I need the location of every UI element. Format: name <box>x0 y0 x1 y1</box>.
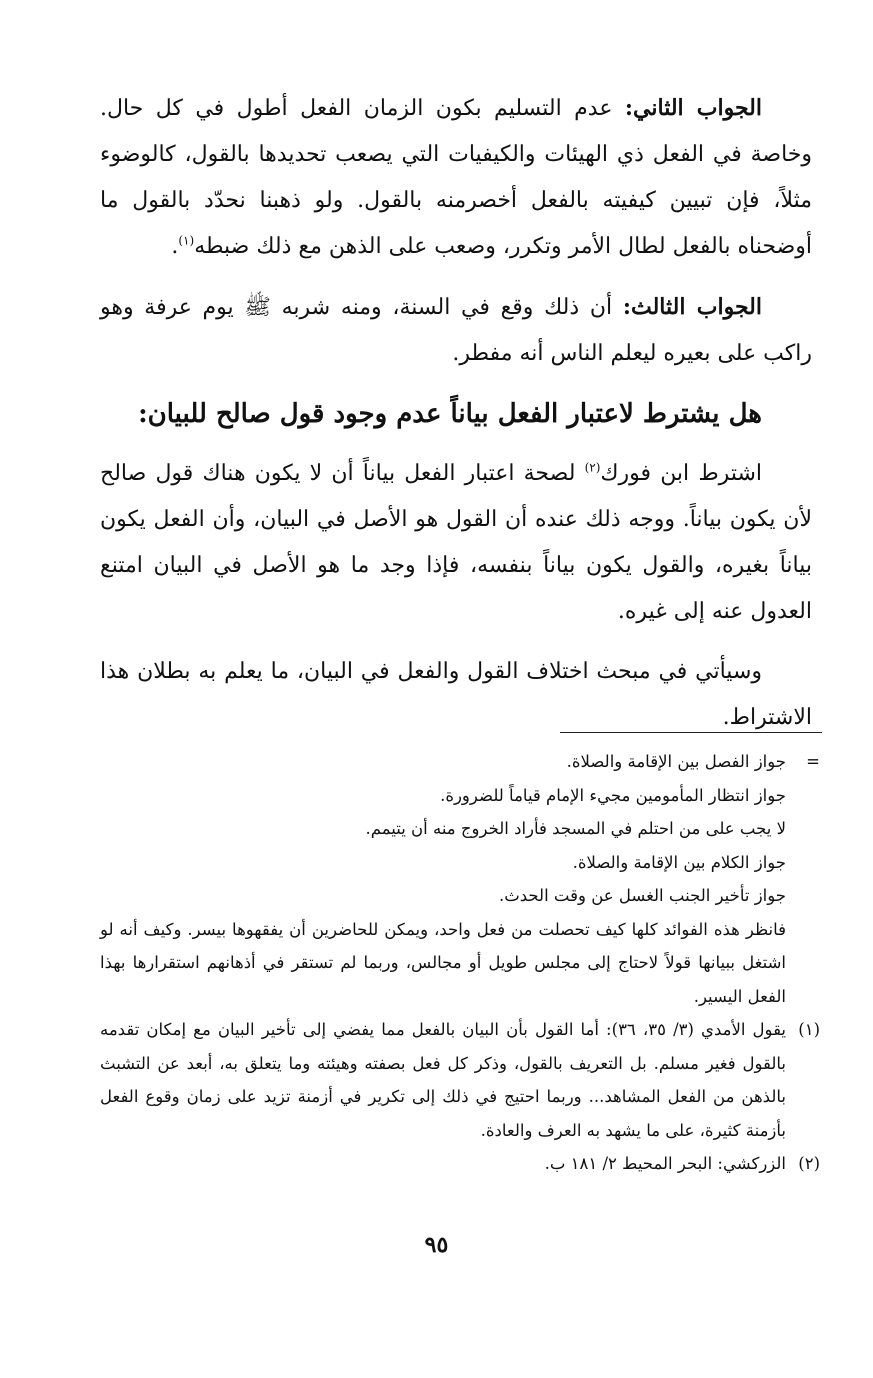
third-answer-lead: الجواب الثالث: <box>622 294 762 320</box>
footnote-1 <box>100 1013 820 1147</box>
continued-lines <box>100 745 786 1013</box>
second-answer-lead: الجواب الثاني: <box>624 95 762 121</box>
second-answer-text: عدم التسليم بكون الزمان الفعل أطول في كل حال. وخاصة في الفعل ذي الهيئات والكيفيات التي يصعب تحديدها بالقول، كالوضوء مثلاً، فإن تبيين كيفيته بالفعل أخصرمنه بالقول. ولو ذهبنا نحدّد بالقول ما أوضحناه بالفعل لطال الأمر وتكرر، وصعب على الذهن مع ذلك ضبطه <box>100 96 812 259</box>
footnote-1-mark: (١) <box>798 1020 820 1039</box>
ibn-furak-text-a: اشترط ابن فورك <box>600 461 762 486</box>
continued-line: جواز الكلام بين الإقامة والصلاة. <box>572 852 786 872</box>
third-answer-text: أن ذلك وقع في السنة، ومنه شربه ﷺ يوم عرفة وهو راكب على بعيره ليعلم الناس أنه مفطر. <box>100 295 812 366</box>
paragraph-conclusion: وسيأتي في مبحث اختلاف القول والفعل في البيان، ما يعلم به بطلان هذا الاشتراط. <box>100 659 812 730</box>
footnote-2-mark: (٢) <box>798 1154 820 1173</box>
footnote-divider <box>560 732 822 733</box>
paragraph-ibn-furak <box>100 451 812 635</box>
continuation-mark: = <box>806 752 820 771</box>
page-number: ٩٥ <box>424 1232 449 1258</box>
footnote-1-text: يقول الأمدي (٣/ ٣٥، ٣٦): أما القول بأن البيان بالفعل مما يفضي إلى تأخير البيان مع إمكان تقدمه بالقول فغير مسلم. بل التعريف بالقول، وذكر كل فعل بصفته وهيئته وما يتعلق به، أبعد عن التشبث بالذهن من الفعل المشاهد... وربما احتيج في ذلك إلى تكرير في أزمنة تزيد على زمان وقوع الفعل بأزمنة كثيرة، على ما يشهد به العرف والعادة. <box>100 1020 787 1140</box>
continued-line: لا يجب على من احتلم في المسجد فأراد الخروج منه أن يتيمم. <box>365 819 786 838</box>
continued-line: جواز الفصل بين الإقامة والصلاة. <box>566 752 786 771</box>
continued-line: جواز انتظار المأمومين مجيء الإمام قياماً للضرورة. <box>440 785 786 805</box>
paragraph-third-answer <box>100 284 812 377</box>
paragraph-second-answer <box>100 85 812 270</box>
footnotes <box>100 745 820 1181</box>
continued-line: فانظر هذه الفوائد كلها كيف تحصلت من فعل واحد، ويمكن للحاضرين أن يفقهوها بيسر. وكيف أنه لو اشتغل ببيانها قولاً لاحتاج إلى مجلس طويل أو مجالس، وربما لم تستقر في أذهانهم استقرارها بهذا الفعل اليسير. <box>100 919 786 1006</box>
footnote-2-text: الزركشي: البحر المحيط ٢/ ١٨١ ب. <box>544 1154 786 1173</box>
footnote-2 <box>100 1147 820 1181</box>
footnote-continued <box>100 745 820 1013</box>
footnote-ref-2: (٢) <box>584 460 601 475</box>
main-text <box>100 85 812 755</box>
continued-line: جواز تأخير الجنب الغسل عن وقت الحدث. <box>498 886 786 905</box>
ibn-furak-text-b: لصحة اعتبار الفعل بياناً أن لا يكون هناك قول صالح لأن يكون بياناً. ووجه ذلك عنده أن القول هو الأصل في البيان، وأن الفعل يكون بياناً بغيره، والقول يكون بياناً بنفسه، فإذا وجد ما هو الأصل في البيان امتنع العدول عنه إلى غيره. <box>100 461 812 624</box>
section-heading: هل يشترط لاعتبار الفعل بياناً عدم وجود قول صالح للبيان: <box>138 399 762 429</box>
footnote-ref-1: (١) <box>178 233 195 248</box>
second-answer-end: . <box>171 234 179 259</box>
